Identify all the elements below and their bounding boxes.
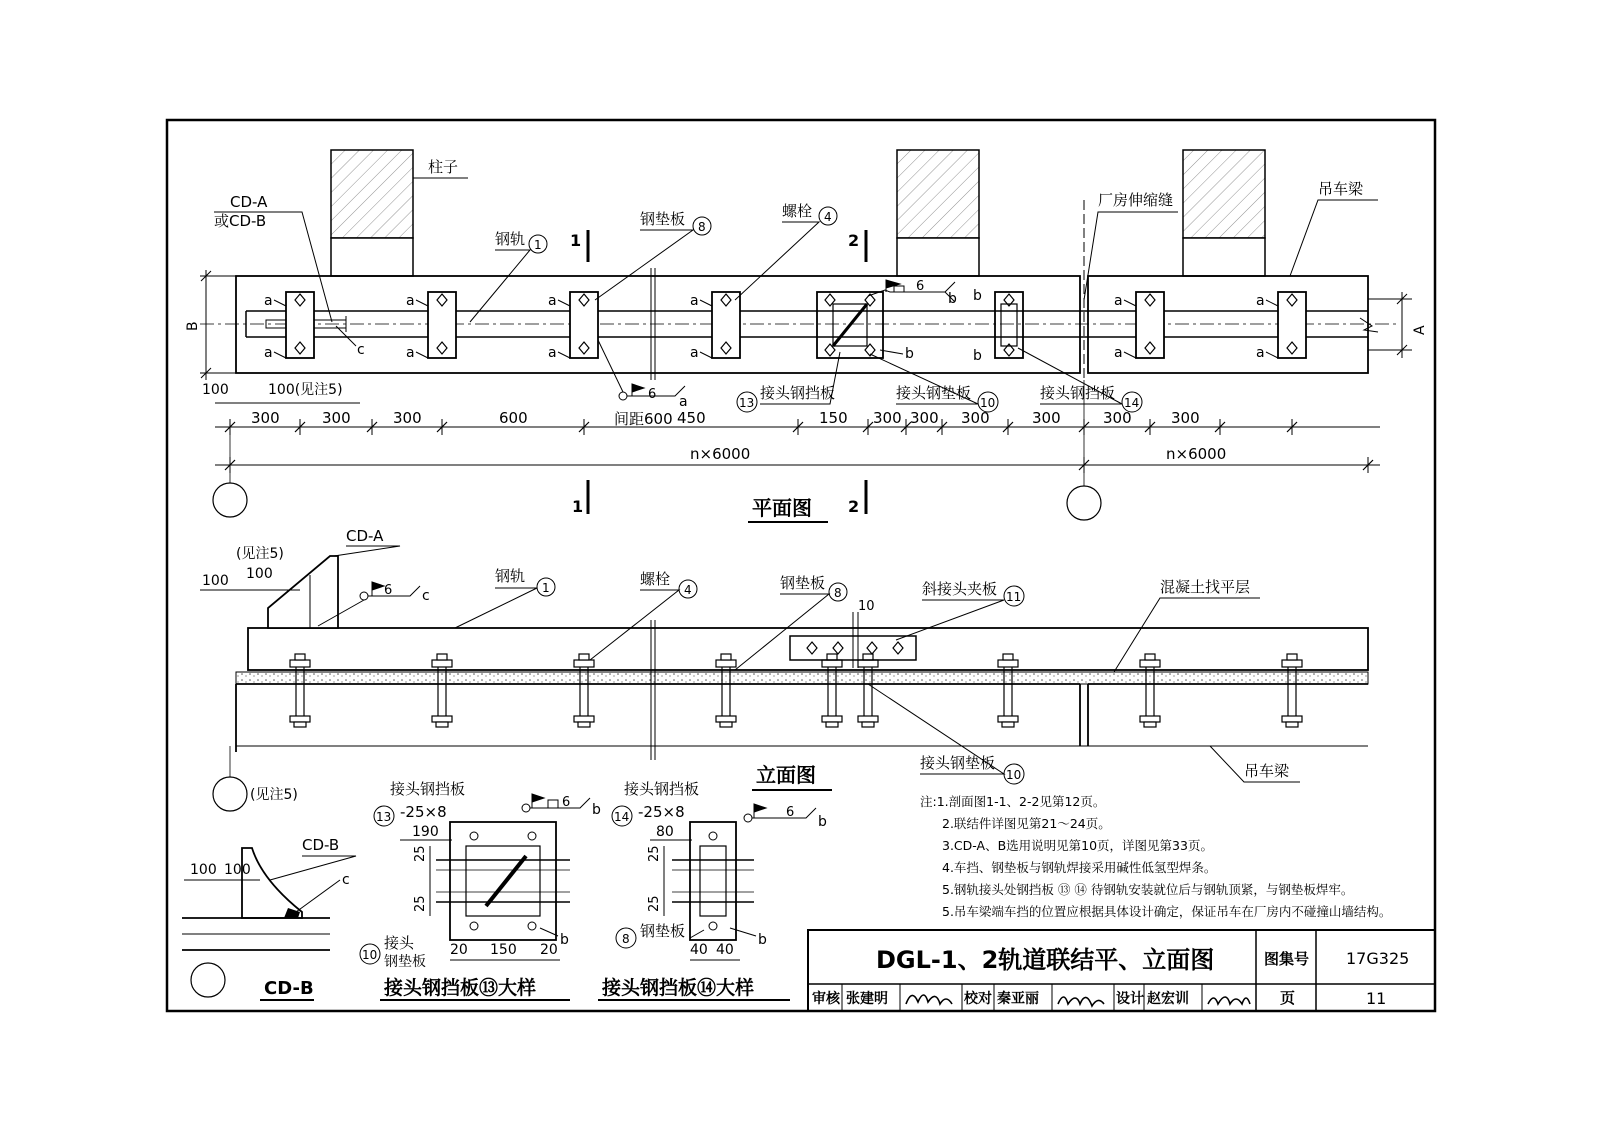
dim-value: 300 <box>873 409 902 427</box>
dim-value: 300 <box>1171 409 1200 427</box>
label-d13-weld-6: 6 <box>562 795 571 810</box>
crane-beam-elevation <box>236 684 1368 752</box>
label-d14-name: 接头钢挡板 <box>624 780 700 798</box>
label-joint-pad-10: 10 <box>980 396 996 410</box>
label-d13-weld-b2: b <box>560 932 569 948</box>
label-d14-25b: 25 <box>647 895 662 912</box>
dim-total-right: n×6000 <box>1166 445 1227 463</box>
label-rail: 钢轨 <box>495 230 526 248</box>
plan-view <box>185 150 1428 522</box>
label-steel-pad-elev: 钢垫板 <box>780 574 826 592</box>
label-weld-a: a <box>264 345 273 361</box>
notes-block <box>920 794 1391 919</box>
label-bolt-no: 4 <box>824 210 832 224</box>
signature-reviewer <box>906 995 952 1004</box>
cdb-stop-shape <box>242 848 302 918</box>
label-cda-elev: CD-A <box>346 527 384 545</box>
label-d14-weld-b2: b <box>758 932 767 948</box>
label-joint-pad-elev-no: 10 <box>1006 768 1022 782</box>
dim-value: 300 <box>1103 409 1132 427</box>
detail-cdb-title: CD-B <box>264 978 314 999</box>
axis-circle-elev <box>213 777 247 811</box>
detail-13-title: 接头钢挡板⑬大样 <box>384 977 537 999</box>
label-d14-width: 80 <box>656 824 674 840</box>
label-cdb-pad-no: 10 <box>362 948 378 962</box>
atlas-no: 17G325 <box>1346 949 1410 968</box>
steel-pads-plan <box>264 292 1306 361</box>
label-weld-b-plan-4: b <box>973 348 982 364</box>
dim-total-left: n×6000 <box>690 445 751 463</box>
label-section-2: 2 <box>848 231 860 250</box>
label-steel-pad-no: 8 <box>698 220 706 234</box>
dim-value: 300 <box>961 409 990 427</box>
bolt-elevation <box>432 654 452 727</box>
label-weld-a: a <box>1256 345 1265 361</box>
label-d13-25b: 25 <box>413 895 428 912</box>
bolt-fishplate <box>833 642 843 654</box>
signature-designer <box>1208 997 1250 1004</box>
label-weld-6-plan: 6 <box>916 279 925 294</box>
check-label: 校对 <box>964 991 992 1007</box>
label-cdb-pad-2: 钢垫板 <box>384 954 426 970</box>
label-d13-weld-b: b <box>592 802 601 818</box>
label-weld-c-elev: c <box>422 588 430 604</box>
label-joint-pad-elev: 接头钢垫板 <box>920 754 996 772</box>
atlas-label: 图集号 <box>1264 950 1310 968</box>
dim-value: 300 <box>322 409 351 427</box>
dim-value: 300 <box>910 409 939 427</box>
elevation-view <box>200 527 1368 811</box>
label-crane-beam: 吊车梁 <box>1318 180 1364 198</box>
bolt-elevation <box>290 654 310 727</box>
label-weld-a: a <box>548 293 557 309</box>
label-section-1-bottom: 1 <box>572 497 584 516</box>
label-weld-a: a <box>264 293 273 309</box>
label-crane-beam-elev: 吊车梁 <box>1244 762 1290 780</box>
label-bolt-elev: 螺栓 <box>640 570 671 588</box>
dim-elev-100-a: 100 <box>202 573 229 589</box>
bolt-elevation <box>998 654 1018 727</box>
axis-circle-plan-left <box>213 483 247 517</box>
label-dim-B: B <box>185 321 201 331</box>
bolt-fishplate <box>807 642 817 654</box>
label-dim-A: A <box>1412 325 1428 335</box>
signature-checker <box>1058 997 1104 1006</box>
label-column: 柱子 <box>428 158 459 176</box>
label-d13-no: 13 <box>376 810 392 824</box>
axis-circle-cdb <box>191 963 225 997</box>
axis-circle-plan-right <box>1067 486 1101 520</box>
design-label: 设计 <box>1116 991 1144 1007</box>
steel-pad-plan <box>406 292 456 361</box>
bolt-elevation <box>822 654 842 727</box>
label-cda-or-cdb: 或CD-B <box>214 212 267 230</box>
bolt-elevation <box>1140 654 1160 727</box>
label-joint-pad-plate: 接头钢垫板 <box>896 384 972 402</box>
dim-value: 150 <box>819 409 848 427</box>
label-weld-a: a <box>1114 345 1123 361</box>
steel-pad-plan <box>690 292 740 361</box>
label-rail-elev: 钢轨 <box>495 567 526 585</box>
leveling-layer <box>236 672 1368 684</box>
label-d13-dim-20b: 20 <box>540 942 558 958</box>
dim-value: 300 <box>1032 409 1061 427</box>
page-label: 页 <box>1280 989 1296 1007</box>
bolt-elevation <box>858 654 878 727</box>
note-line: 2.联结件详图见第21～24页。 <box>942 816 1111 831</box>
dim-elev-100-b: 100 <box>246 566 273 582</box>
label-d14-spec: -25×8 <box>638 803 685 821</box>
label-weld-a: a <box>548 345 557 361</box>
label-weld-6-spacing: 6 <box>648 387 657 402</box>
label-note5-elev: (见注5) <box>236 546 284 562</box>
label-bolt-elev-no: 4 <box>684 583 692 597</box>
label-weld-6-elev: 6 <box>384 583 393 598</box>
label-note5-elev-bottom: (见注5) <box>250 787 298 803</box>
column-left <box>331 150 413 276</box>
label-bolt: 螺栓 <box>782 202 813 220</box>
bolt-fishplate <box>893 642 903 654</box>
label-joint-stop-plate-2: 接头钢挡板 <box>1040 384 1116 402</box>
label-d14-pad-no: 8 <box>622 932 630 946</box>
label-d13-width: 190 <box>412 824 439 840</box>
bolt-elevation <box>1282 654 1302 727</box>
label-d13-name: 接头钢挡板 <box>390 780 466 798</box>
label-d14-weld-b: b <box>818 814 827 830</box>
steel-pad-plan <box>1114 292 1164 361</box>
cda-stop-elevation <box>268 556 338 628</box>
label-section-2-bottom: 2 <box>848 497 860 516</box>
bolt-fishplate <box>867 642 877 654</box>
dim-left-note5: 100(见注5) <box>268 382 343 398</box>
label-d14-weld-6: 6 <box>786 805 795 820</box>
designer-name: 赵宏训 <box>1147 991 1189 1007</box>
label-joint-stop-plate: 接头钢挡板 <box>760 384 836 402</box>
label-d14-dim-40a: 40 <box>690 942 708 958</box>
label-weld-a: a <box>1114 293 1123 309</box>
dim-B <box>200 270 236 380</box>
review-label: 审核 <box>812 991 840 1007</box>
dim-value: 450 <box>677 409 706 427</box>
label-cda: CD-A <box>230 193 268 211</box>
label-spacing: 间距600 <box>614 410 673 428</box>
label-joint-stop-14: 14 <box>1124 396 1140 410</box>
label-leveling: 混凝土找平层 <box>1160 578 1251 596</box>
label-d14-pad: 钢垫板 <box>640 922 686 940</box>
weld-symbol-plan-b <box>868 280 955 302</box>
label-expansion-joint: 厂房伸缩缝 <box>1098 191 1174 209</box>
drawing-title: DGL-1、2轨道联结平、立面图 <box>876 946 1215 974</box>
label-weld-a-spacing: a <box>679 394 688 410</box>
label-d13-25a: 25 <box>413 845 428 862</box>
steel-pad-plan <box>548 292 598 361</box>
weld-symbol-spacing <box>598 340 685 400</box>
label-weld-c-plan: c <box>357 342 365 358</box>
label-gap-10: 10 <box>858 599 875 614</box>
label-cdb: CD-B <box>302 836 340 854</box>
label-d14-25a: 25 <box>647 845 662 862</box>
dim-value: 300 <box>251 409 280 427</box>
label-weld-a: a <box>406 293 415 309</box>
bolt-elevation <box>574 654 594 727</box>
column-middle <box>897 150 979 276</box>
dim-left-100: 100 <box>202 382 229 398</box>
dim-row-plan <box>225 409 1373 473</box>
label-weld-b-plan-2: b <box>905 346 914 362</box>
joint-pad-plate-plan <box>817 292 1023 358</box>
label-fishplate: 斜接头夹板 <box>922 580 998 598</box>
reviewer-name: 张建明 <box>846 991 888 1007</box>
label-d14-no: 14 <box>614 810 630 824</box>
note-line: 5.钢轨接头处钢挡板 ⑬ ⑭ 待钢轨安装就位后与钢轨顶紧，与钢垫板焊牢。 <box>942 882 1354 897</box>
label-d14-dim-40b: 40 <box>716 942 734 958</box>
label-weld-a: a <box>690 345 699 361</box>
label-steel-pad-elev-no: 8 <box>834 586 842 600</box>
label-weld-a: a <box>1256 293 1265 309</box>
page-no: 11 <box>1366 989 1387 1008</box>
note-line: 注:1.剖面图1-1、2-2见第12页。 <box>920 794 1106 809</box>
dim-value: 600 <box>499 409 528 427</box>
label-d13-dim-20a: 20 <box>450 942 468 958</box>
dim-value: 300 <box>393 409 422 427</box>
rail-plan <box>200 311 1400 337</box>
label-rail-no: 1 <box>534 238 542 252</box>
note-line: 3.CD-A、B选用说明见第10页，详图见第33页。 <box>942 838 1213 853</box>
steel-pad-plan <box>1256 292 1306 361</box>
bolt-elevation <box>716 654 736 727</box>
label-weld-a: a <box>690 293 699 309</box>
label-joint-stop-13: 13 <box>739 396 755 410</box>
label-steel-pad: 钢垫板 <box>640 210 686 228</box>
note-line: 4.车挡、钢垫板与钢轨焊接采用碱性低氢型焊条。 <box>942 860 1217 875</box>
checker-name: 秦亚丽 <box>997 991 1039 1007</box>
label-section-1: 1 <box>570 231 582 250</box>
label-rail-elev-no: 1 <box>542 581 550 595</box>
label-d13-dim-150: 150 <box>490 942 517 958</box>
dim-cdb-100-a: 100 <box>190 862 217 878</box>
detail-14-title: 接头钢挡板⑭大样 <box>602 977 755 999</box>
dim-cdb-100-b: 100 <box>224 862 251 878</box>
label-weld-b-plan-3: b <box>973 288 982 304</box>
label-weld-a: a <box>406 345 415 361</box>
note-line: 5.吊车梁端车挡的位置应根据具体设计确定，保证吊车在厂房内不碰撞山墙结构。 <box>942 904 1392 919</box>
dim-A <box>1368 292 1412 358</box>
label-cdb-pad-1: 接头 <box>384 934 415 952</box>
column-right <box>1183 150 1265 276</box>
steel-pad-plan <box>264 292 314 361</box>
plan-view-title: 平面图 <box>752 496 812 520</box>
elevation-view-title: 立面图 <box>756 763 816 787</box>
label-weld-b-plan-1: b <box>948 291 957 307</box>
crane-beam-plan-right <box>1088 276 1368 373</box>
label-fishplate-no: 11 <box>1006 590 1022 604</box>
detail-cdb <box>182 836 426 1000</box>
label-d13-spec: -25×8 <box>400 803 447 821</box>
label-cdb-weld-c: c <box>342 872 350 888</box>
detail-14 <box>598 780 827 1000</box>
